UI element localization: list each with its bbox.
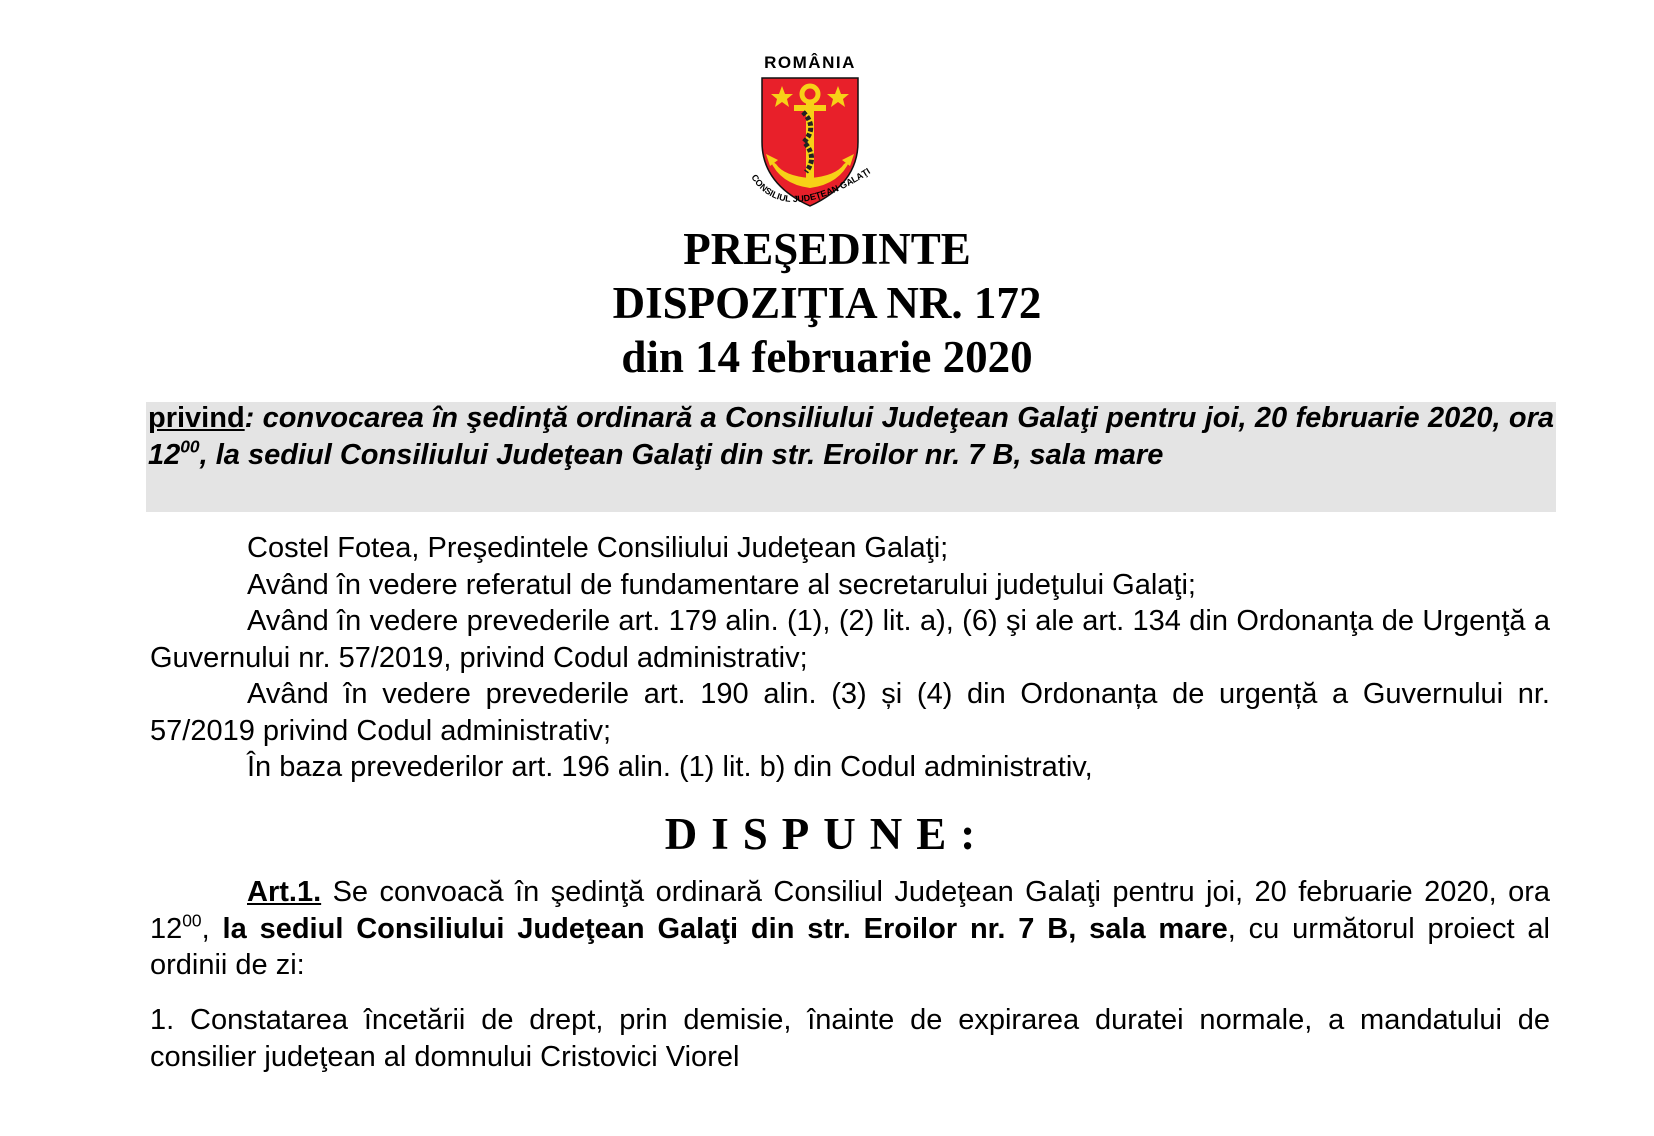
title-disposition-number: DISPOZIŢIA NR. 172 — [612, 278, 1042, 328]
document-title-block — [0, 222, 1654, 384]
article-1-text-part3: , cu următorul proiect al ordinii de zi: — [150, 912, 1550, 981]
subject-paragraph — [148, 400, 1554, 474]
article-1-text-part1: Se convoacă în şedinţă ordinară Consiliul Judeţean Galaţi pentru joi, 20 februarie 2020, ora 12 — [150, 876, 1550, 945]
shield-anchor-icon — [740, 72, 880, 222]
subject-text-part1: : convocarea în şedinţă ordinară a Consiliului Judeţean Galaţi pentru joi, 20 februarie 2020, ora 12 — [148, 402, 1554, 471]
preamble-line: Având în vedere prevederile art. 190 alin. (3) și (4) din Ordonanța de urgență a Guvernului nr. 57/2019 privind Codul administrativ; — [150, 678, 1550, 747]
agenda-item — [150, 1002, 1550, 1075]
subject-text-part2: , la sediul Consiliului Judeţean Galaţi din str. Eroilor nr. 7 B, sala mare — [199, 439, 1164, 471]
article-1-label: Art.1. — [247, 876, 322, 908]
article-1-time-sup: 00 — [182, 910, 202, 931]
subject-time-sup: 00 — [180, 436, 200, 457]
article-1 — [150, 874, 1550, 984]
dispune-heading: DISPUNE: — [664, 809, 990, 859]
title-president: PREŞEDINTE — [683, 224, 971, 274]
agenda-item-number: 1. — [150, 1004, 175, 1036]
preamble-line: Având în vedere referatul de fundamentare al secretarului judeţului Galaţi; — [247, 568, 1196, 601]
agenda-item-text: Constatarea încetării de drept, prin demisie, înainte de expirarea duratei normale, a mandatului de consilier judeţean al domnului Cristovici Viorel — [150, 1004, 1550, 1073]
article-1-text-part2: , — [201, 912, 223, 945]
preamble-line: Având în vedere prevederile art. 179 alin. (1), (2) lit. a), (6) şi ale art. 134 din Ordonanţa de Urgenţă a Guvernului nr. 57/2019, privind Codul administrativ; — [150, 605, 1550, 674]
preamble-line: În baza prevederilor art. 196 alin. (1) lit. b) din Codul administrativ, — [247, 751, 1093, 783]
subject-label: privind — [148, 402, 245, 434]
preamble — [150, 530, 1550, 786]
emblem-country-label: ROMÂNIA — [764, 53, 856, 72]
county-emblem — [740, 50, 880, 220]
svg-text:CONSILIUL JUDEŢEAN GALAŢI: CONSILIUL JUDEŢEAN GALAŢI — [749, 165, 872, 205]
agenda-list — [150, 1002, 1550, 1075]
title-date: din 14 februarie 2020 — [621, 332, 1033, 382]
article-1-location: la sediul Consiliului Judeţean Galaţi din str. Eroilor nr. 7 B, sala mare — [222, 912, 1228, 945]
preamble-line: Costel Fotea, Preşedintele Consiliului Judeţean Galaţi; — [247, 532, 949, 564]
